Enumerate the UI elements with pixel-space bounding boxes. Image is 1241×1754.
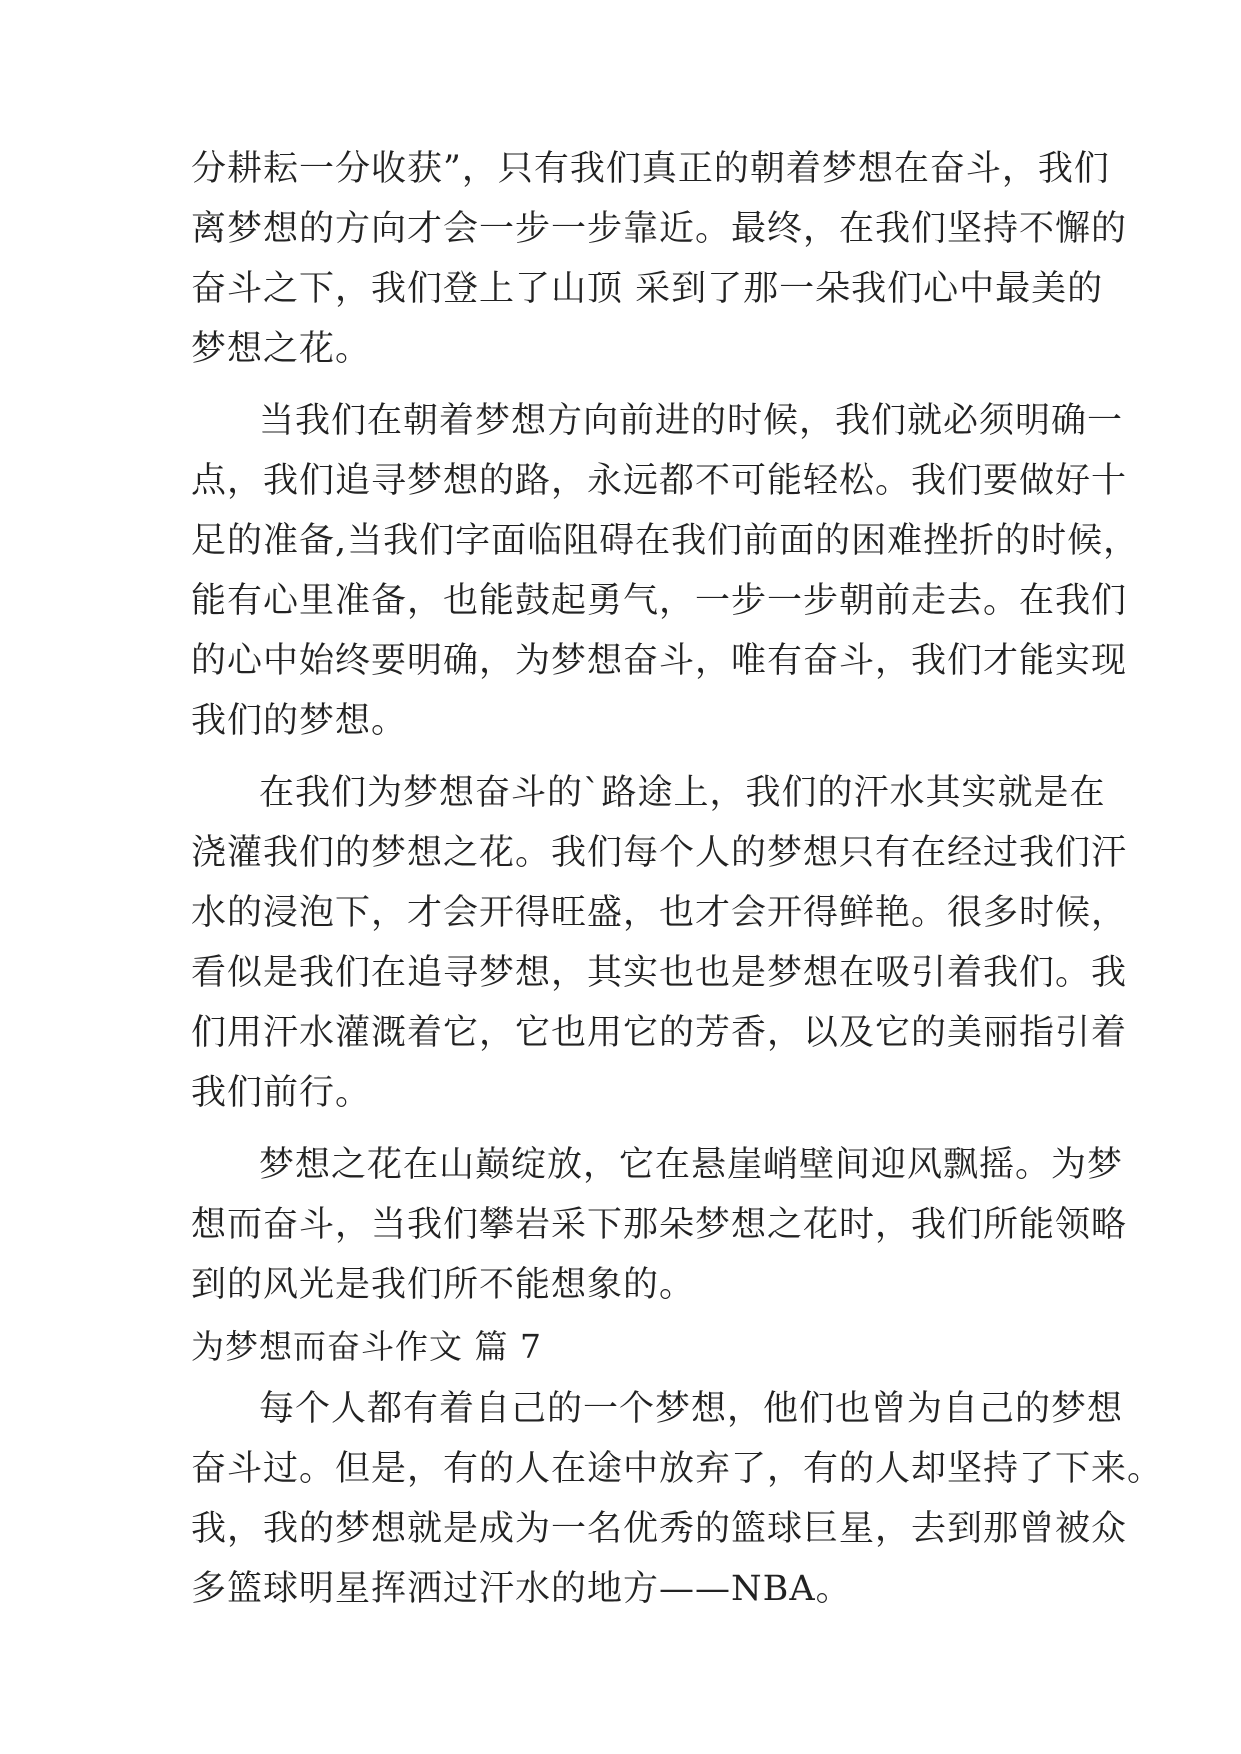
text-line: 想而奋斗，当我们攀岩采下那朵梦想之花时，我们所能领略 bbox=[191, 1205, 1128, 1245]
text-line: 梦想之花在山巅绽放，它在悬崖峭壁间迎风飘摇。为梦 bbox=[259, 1145, 1124, 1185]
text-line: 浇灌我们的梦想之花。我们每个人的梦想只有在经过我们汗 bbox=[191, 833, 1128, 873]
text-line: 的心中始终要明确，为梦想奋斗，唯有奋斗，我们才能实现 bbox=[191, 641, 1128, 681]
text-line: 每个人都有着自己的一个梦想，他们也曾为自己的梦想 bbox=[259, 1389, 1124, 1429]
text-line: 奋斗过。但是，有的人在途中放弃了，有的人却坚持了下来。 bbox=[191, 1449, 1164, 1489]
text-line: 我们的梦想。 bbox=[191, 701, 408, 741]
text-line: 当我们在朝着梦想方向前进的时候，我们就必须明确一 bbox=[259, 401, 1124, 441]
text-line: 能有心里准备，也能鼓起勇气，一步一步朝前走去。在我们 bbox=[191, 581, 1128, 621]
text-line: 我们前行。 bbox=[191, 1073, 372, 1113]
text-line: 在我们为梦想奋斗的`路途上，我们的汗水其实就是在 bbox=[259, 773, 1106, 813]
text-line: 看似是我们在追寻梦想，其实也也是梦想在吸引着我们。我 bbox=[191, 953, 1128, 993]
text-line: 到的风光是我们所不能想象的。 bbox=[191, 1265, 696, 1305]
text-line: 点，我们追寻梦想的路，永远都不可能轻松。我们要做好十 bbox=[191, 461, 1128, 501]
text-line: 分耕耘一分收获”，只有我们真正的朝着梦想在奋斗，我们 bbox=[191, 149, 1110, 189]
text-line: 多篮球明星挥洒过汗水的地方——NBA。 bbox=[191, 1569, 852, 1609]
section-heading: 为梦想而奋斗作文 篇 7 bbox=[191, 1327, 542, 1366]
text-line: 梦想之花。 bbox=[191, 329, 372, 369]
text-line: 离梦想的方向才会一步一步靠近。最终，在我们坚持不懈的 bbox=[191, 209, 1128, 249]
text-line: 们用汗水灌溉着它，它也用它的芳香，以及它的美丽指引着 bbox=[191, 1013, 1128, 1053]
text-line: 我，我的梦想就是成为一名优秀的篮球巨星，去到那曾被众 bbox=[191, 1509, 1128, 1549]
text-line: 水的浸泡下，才会开得旺盛，也才会开得鲜艳。很多时候， bbox=[191, 893, 1128, 933]
text-line: 奋斗之下，我们登上了山顶 采到了那一朵我们心中最美的 bbox=[191, 269, 1104, 309]
text-line: 足的准备,当我们字面临阻碍在我们前面的困难挫折的时候， bbox=[191, 521, 1140, 561]
